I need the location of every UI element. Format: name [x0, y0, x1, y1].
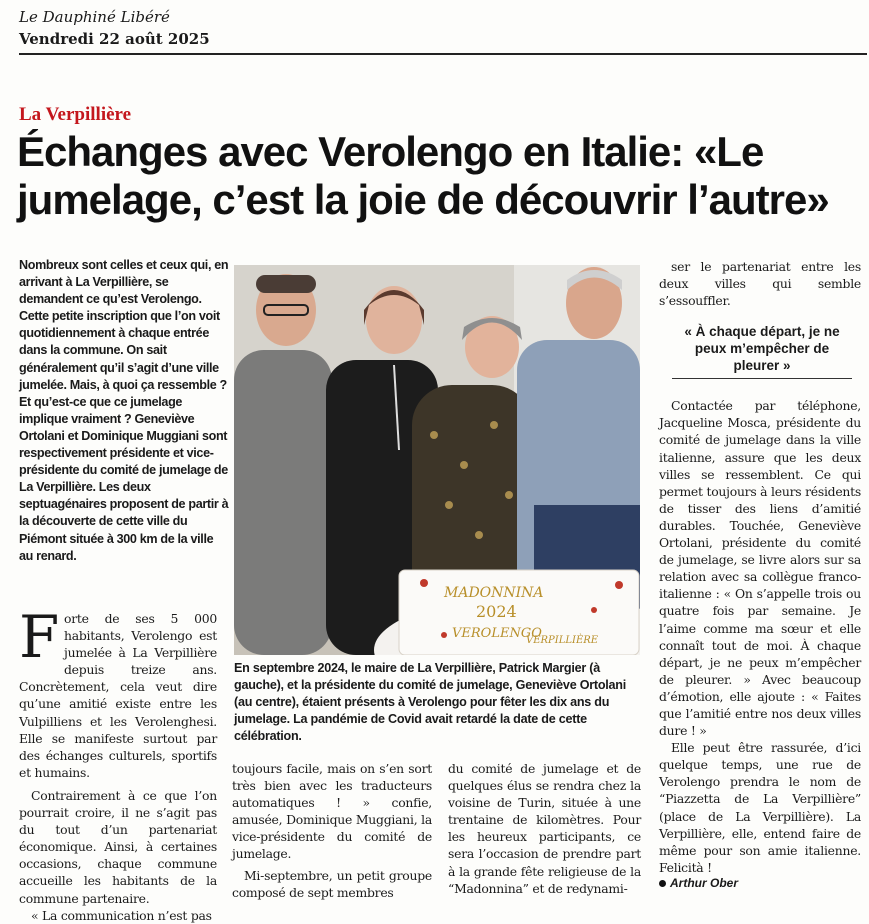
pull-quote: « À chaque départ, je ne peux m’empêcher de pleurer » — [672, 323, 852, 379]
col1-paragraph-1: orte de ses 5 000 habitants, Verolengo est jumelée à La Verpillière depuis treize ans. Concrètement, cela veut dire qu’une amitié existe entre les Vulpilliens et les Verolenghesi. Elle se manifeste surtout par des échanges culturels, sportifs et humains. — [19, 611, 217, 780]
col2-paragraph-1: toujours facile, mais on s’en sort très bien avec les traducteurs automatiques ! » confie, amusée, Dominique Muggiani, la vice-présidente du comité de jumelage. — [232, 761, 432, 862]
column-3 — [448, 760, 641, 897]
byline-dot-icon — [659, 880, 666, 887]
col4-paragraph-2: Elle peut être rassurée, d’ici quelque temps, une rue de Verolengo prendra le nom de “Piazzetta de La Verpillière” (place de La Verpillière). La Verpillière, elle, entend faire de même pour son amie italienne. Felicità ! — [659, 740, 861, 875]
article-photo — [234, 265, 640, 655]
headline: Échanges avec Verolengo en Italie: «Le jumelage, c’est la joie de découvrir l’autre» — [17, 128, 829, 223]
col2-paragraph-2: Mi-septembre, un petit groupe composé de sept membres — [232, 867, 432, 900]
header-rule — [19, 53, 867, 55]
col4-paragraph-1: Contactée par téléphone, Jacqueline Mosca, présidente du comité de jumelage dans la ville italienne, assure que les deux villes se ressemblent. Ce qui permet toujours à leurs résidents de tisser des liens d’amitié durables. Touchée, Geneviève Ortolani, présidente du comité de jumelage, se livre alors sur sa relation avec sa collègue franco-italienne : « On s’appelle trois ou quatre fois par semaine. Je l’aime comme ma sœur et elle connaît tout de moi. À chaque départ, je ne peux m’empêcher de pleurer. » Avec beaucoup d’émotion, elle ajoute : « Faites que l’amitié entre nos deux villes dure ! » — [659, 398, 861, 739]
col1-paragraph-2: Contrairement à ce que l’on pourrait croire, il ne s’agit pas du tout d’un partenariat économique. Ainsi, à certaines occasions, chaque commune accueille les habitants de la commune partenaire. — [19, 787, 217, 906]
cake-line-1: MADONNINA — [444, 585, 544, 601]
col3-paragraph-1: du comité de jumelage et de quelques élus se rendra chez la voisine de Turin, située à une trentaine de kilomètres. Pour les heureux participants, ce sera l’occasion de prendre part à la grande fête religieuse de la “Madonnina” et de redynami- — [448, 761, 641, 896]
cake-line-2: 2024 — [476, 602, 517, 621]
col4-paragraph-0: ser le partenariat entre les deux villes qui semble s’essouffler. — [659, 259, 861, 309]
masthead: Le Dauphiné Libéré — [19, 8, 170, 26]
author-byline — [659, 876, 738, 890]
lead-paragraph — [19, 257, 229, 565]
col1-paragraph-3: « La communication n’est pas — [31, 907, 212, 923]
author-name: Arthur Ober — [670, 876, 739, 890]
photo-caption: En septembre 2024, le maire de La Verpillière, Patrick Margier (à gauche), et la présidente du comité de jumelage, Geneviève Ortolani (au centre), étaient présents à Verolengo pour fêter les dix ans du jumelage. La pandémie de Covid avait retardé la date de cette célébration. — [234, 661, 626, 744]
column-1 — [19, 603, 217, 924]
section-label: La Verpillière — [19, 104, 132, 125]
drop-cap: F — [19, 603, 59, 671]
column-2 — [232, 760, 432, 901]
cake-line-3: VEROLENGO — [452, 626, 542, 641]
lead-text: Nombreux sont celles et ceux qui, en arrivant à La Verpillière, se demandent ce qu’est Verolengo. Cette petite inscription que l’on voit quotidiennement à chaque entrée dans la commune. On sait généralement qu’il s’agit d’une ville jumelée. Mais, à quoi ça ressemble ? Et qu’est-ce que ce jumelage implique vraiment ? Geneviève Ortolani et Dominique Muggiani sont respectivement présidente et vice-présidente du comité de jumelage de La Verpillière. Les deux septuagénaires proposent de partir à la découverte de cette ville du Piémont située à 300 km de la ville au renard. — [19, 258, 229, 563]
issue-date: Vendredi 22 août 2025 — [19, 30, 210, 48]
cake-line-4: VERPILLIÈRE — [526, 635, 599, 646]
